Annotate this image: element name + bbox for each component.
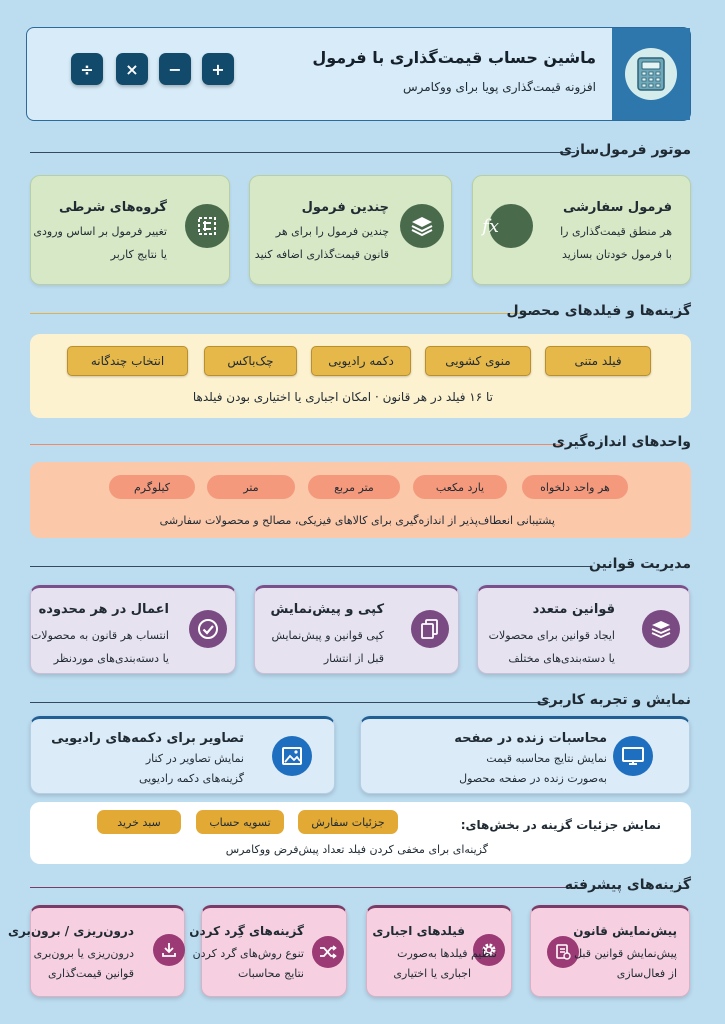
card-title: محاسبات زنده در صفحه bbox=[454, 731, 607, 746]
advanced-card-rounding bbox=[189, 905, 347, 997]
card-title: فرمول سفارشی bbox=[562, 200, 672, 215]
card-desc-line1: نمایش نتایج محاسبه قیمت bbox=[486, 752, 607, 765]
order-details-button[interactable]: جزئیات سفارش bbox=[298, 810, 398, 834]
card-title: گروه‌های شرطی bbox=[58, 200, 167, 215]
page-subtitle: افزونه قیمت‌گذاری پویا برای ووکامرس bbox=[402, 80, 596, 94]
cart-button[interactable]: سبد خرید bbox=[97, 810, 181, 834]
card-desc-line1: درون‌ریزی یا برون‌بری bbox=[33, 947, 134, 960]
conditional-icon bbox=[185, 204, 229, 248]
monitor-icon bbox=[613, 736, 653, 776]
card-desc-line2: با فرمول خودتان بسازید bbox=[561, 248, 672, 261]
field-type-multiselect[interactable]: انتخاب چندگانه bbox=[67, 346, 188, 376]
formula-card-custom bbox=[472, 175, 691, 285]
formula-card-conditional bbox=[30, 175, 230, 285]
rule-card-scope bbox=[30, 585, 236, 674]
page-title: ماشین حساب قیمت‌گذاری با فرمول bbox=[312, 48, 596, 67]
card-desc-line1: پیش‌نمایش قوانین قبل bbox=[574, 947, 677, 960]
card-desc-line1: انتساب هر قانون به محصولات bbox=[30, 629, 169, 642]
card-title: درون‌ریزی / برون‌بری bbox=[7, 924, 134, 938]
svg-text:fx: fx bbox=[482, 216, 499, 237]
card-desc-line2: قبل از انتشار bbox=[323, 652, 384, 665]
card-desc-line2: گزینه‌های دکمه رادیویی bbox=[139, 772, 244, 785]
advanced-card-preview bbox=[530, 905, 690, 997]
header-icon-panel bbox=[612, 28, 690, 120]
card-title: چندین فرمول bbox=[301, 200, 389, 215]
card-desc-line2: نتایج محاسبات bbox=[238, 967, 304, 980]
section-units-header bbox=[30, 434, 691, 454]
multiply-button[interactable]: × bbox=[116, 53, 148, 85]
unit-kilogram[interactable]: کیلوگرم bbox=[109, 475, 195, 499]
formula-card-multiple bbox=[249, 175, 452, 285]
section-title: مدیریت قوانین bbox=[589, 556, 691, 572]
section-title: واحدهای اندازه‌گیری bbox=[551, 434, 691, 450]
card-title: قوانین متعدد bbox=[532, 602, 615, 617]
divide-button[interactable]: ÷ bbox=[71, 53, 103, 85]
checkout-button[interactable]: تسویه حساب bbox=[196, 810, 284, 834]
unit-meter[interactable]: متر bbox=[207, 475, 295, 499]
display-card-images bbox=[30, 716, 335, 794]
card-title: اعمال در هر محدوده bbox=[38, 602, 169, 617]
unit-cubic-yard[interactable]: یارد مکعب bbox=[413, 475, 507, 499]
card-title: گزینه‌های گِرد کردن bbox=[189, 924, 304, 938]
card-title: پیش‌نمایش قانون bbox=[573, 924, 677, 938]
card-desc-line1: هر منطق قیمت‌گذاری را bbox=[560, 225, 672, 238]
card-title: تصاویر برای دکمه‌های رادیویی bbox=[51, 731, 244, 746]
card-desc-line1: تنظیم فیلدها به‌صورت bbox=[397, 947, 497, 960]
card-desc-line1: ایجاد قوانین برای محصولات bbox=[488, 629, 615, 642]
card-desc-line1: نمایش تصاویر در کنار bbox=[145, 752, 244, 765]
option-display-label: نمایش جزئیات گزینه در بخش‌های: bbox=[460, 818, 661, 832]
stack-icon bbox=[642, 610, 680, 648]
image-icon bbox=[272, 736, 312, 776]
card-desc-line2: قوانین قیمت‌گذاری bbox=[48, 967, 134, 980]
display-card-live bbox=[360, 716, 690, 794]
layers-icon bbox=[400, 204, 444, 248]
section-title: گزینه‌ها و فیلدهای محصول bbox=[506, 303, 691, 319]
shuffle-icon bbox=[312, 936, 344, 968]
card-desc-line1: تغییر فرمول بر اساس ورودی bbox=[33, 225, 167, 238]
section-advanced-header bbox=[30, 877, 691, 897]
section-formula-header bbox=[30, 142, 691, 162]
card-desc-line2: یا دسته‌بندی‌های موردنظر bbox=[53, 652, 169, 665]
card-title: فیلدهای اجباری bbox=[372, 924, 465, 938]
plus-button[interactable]: + bbox=[202, 53, 234, 85]
section-fields-header bbox=[30, 303, 691, 323]
section-title: گزینه‌های پیشرفته bbox=[564, 877, 691, 893]
unit-any[interactable]: هر واحد دلخواه bbox=[522, 475, 628, 499]
card-title: کپی و پیش‌نمایش bbox=[270, 602, 384, 617]
advanced-card-import-export bbox=[7, 905, 185, 997]
card-desc-line1: کپی قوانین و پیش‌نمایش bbox=[271, 629, 384, 642]
section-title: موتور فرمول‌سازی bbox=[559, 142, 691, 158]
option-display-note: گزینه‌ای برای مخفی کردن فیلد تعداد پیش‌فرض ووکامرس bbox=[225, 843, 488, 856]
card-desc-line2: به‌صورت زنده در صفحه محصول bbox=[459, 772, 607, 785]
units-note: پشتیبانی انعطاف‌پذیر از اندازه‌گیری برای کالاهای فیزیکی، مصالح و محصولات سفارشی bbox=[159, 514, 555, 527]
rule-card-copy bbox=[254, 585, 459, 674]
section-title: نمایش و تجربه کاربری bbox=[536, 692, 691, 708]
import-export-icon bbox=[153, 934, 185, 966]
card-desc-line1: تنوع روش‌های گرد کردن bbox=[192, 947, 304, 960]
fields-note: تا ۱۶ فیلد در هر قانون · امکان اجباری یا اختیاری بودن فیلدها bbox=[192, 390, 493, 404]
minus-button[interactable]: − bbox=[159, 53, 191, 85]
copy-icon bbox=[411, 610, 449, 648]
card-desc-line1: چندین فرمول را برای هر bbox=[275, 225, 389, 238]
advanced-card-required bbox=[366, 905, 512, 997]
field-type-checkbox[interactable]: چک‌باکس bbox=[204, 346, 297, 376]
check-circle-icon bbox=[189, 610, 227, 648]
unit-square-meter[interactable]: متر مربع bbox=[308, 475, 400, 499]
card-desc-line2: یا نتایج کاربر bbox=[110, 248, 167, 261]
rule-card-multiple bbox=[477, 585, 690, 674]
fx-icon bbox=[482, 204, 533, 248]
calculator-icon bbox=[625, 48, 677, 100]
section-rules-header bbox=[30, 556, 691, 576]
field-type-dropdown[interactable]: منوی کشویی bbox=[425, 346, 531, 376]
card-desc-line2: یا دسته‌بندی‌های مختلف bbox=[508, 652, 615, 665]
field-type-radio[interactable]: دکمه رادیویی bbox=[311, 346, 411, 376]
card-desc-line2: قانون قیمت‌گذاری اضافه کنید bbox=[254, 248, 389, 261]
section-display-header bbox=[30, 692, 691, 712]
card-desc-line2: از فعال‌سازی bbox=[616, 967, 677, 980]
card-desc-line2: اجباری یا اختیاری bbox=[393, 967, 471, 980]
field-type-text[interactable]: فیلد متنی bbox=[545, 346, 651, 376]
